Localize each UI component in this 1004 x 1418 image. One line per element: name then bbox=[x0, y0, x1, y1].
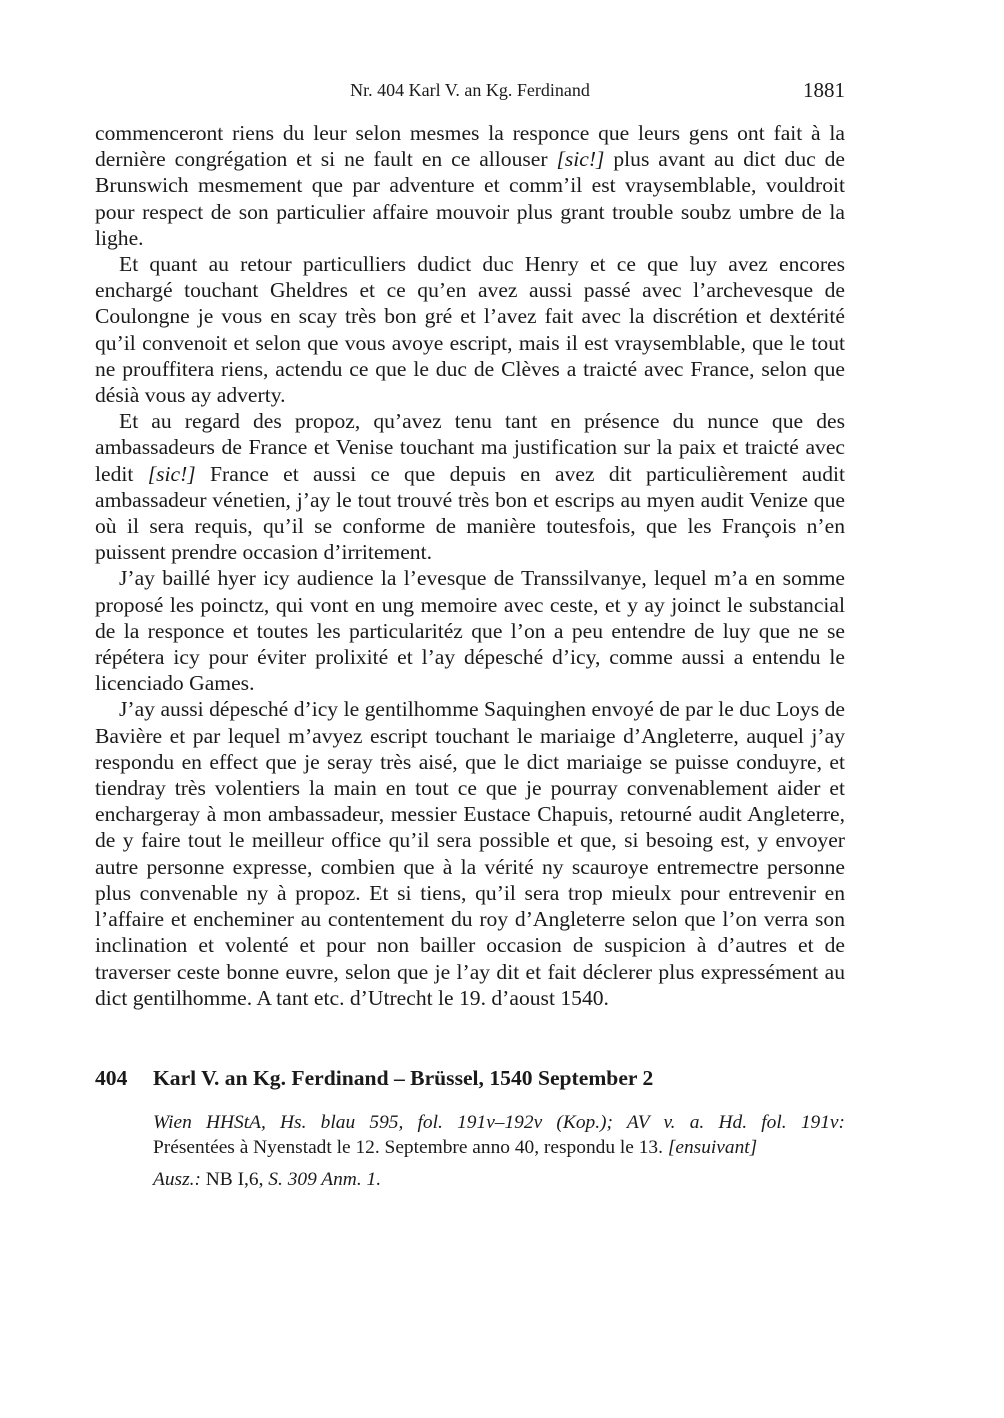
endorsement-note: [ensuivant] bbox=[667, 1136, 758, 1158]
letter-body bbox=[95, 120, 845, 1011]
archive-endorsement bbox=[153, 1135, 845, 1160]
running-head bbox=[95, 76, 845, 106]
endorsement-text: Présentées à Nyenstadt le 12. Septembre anno 40, respondu le 13. bbox=[153, 1136, 663, 1158]
paragraph-text: France et aussi ce que depuis en avez dit particulièrement audit ambassadeur vénetien, j’ay le tout trouvé très bon et escrips au myen audit Venize que où il sera requis, qu’il se conforme de manière toutesfois, que les François n’en puissent prendre occasion d’irritement. bbox=[95, 461, 845, 565]
excerpt-source: NB I,6, bbox=[205, 1168, 264, 1190]
paragraph-text: Et au regard des propoz, qu’avez tenu tant en présence du nunce que des ambassadeurs de France et Venise touchant ma justification sur la paix et traicté avec ledit bbox=[95, 409, 845, 486]
source-note bbox=[153, 1110, 845, 1192]
paragraph bbox=[95, 565, 845, 696]
document-title: Karl V. an Kg. Ferdinand – Brüssel, 1540 September 2 bbox=[153, 1065, 654, 1090]
paragraph-text: J’ay aussi dépesché d’icy le gentilhomme Saquinghen envoyé de par le duc Loys de Bavière et par lequel m’avyez escript touchant le mariaige d’Angleterre, auquel j’ay respondu en effect que je seray très aisé, que le dict mariaige se puisse conduyre, et tiendray très volentiers la main en tout ce que je pourray convenablement aider et enchargeray à mon ambassadeur, messier Eustace Chapuis, retourné audit Angleterre, de y faire tout le meilleur office qu’il sera possible et que, si besoing est, y envoyer autre personne expresse, combien que à la vérité ny scauroye entremectre personne plus convenable ny à propoz. Et si tiens, qu’il sera trop mieulx pour entrevenir en l’affaire et encheminer au contentement du roy d’Angleterre selon que l’on verra son inclination et volenté et pour non bailler occasion de suspicion à d’autres et de traverser ceste bonne euvre, selon que je l’ay dit et fait déclerer plus expressément au dict gentilhomme. A tant etc. d’Utrecht le 19. d’aoust 1540. bbox=[95, 697, 845, 1010]
archive-reference: Wien HHStA, Hs. blau 595, fol. 191v–192v (Kop.); AV v. a. Hd. fol. 191v: bbox=[153, 1111, 845, 1133]
excerpt-label: Ausz.: bbox=[153, 1168, 201, 1190]
document-number: 404 bbox=[95, 1065, 128, 1090]
editorial-note: [sic!] bbox=[147, 461, 196, 486]
paragraph-text: plus avant au dict duc de Brunswich mesmement que par adventure et comm’il est vraysemblable, vouldroit pour respect de son particulier affaire mouvoir plus grant trouble soubz umbre de la lighe. bbox=[95, 147, 845, 250]
editorial-note: [sic!] bbox=[556, 147, 605, 172]
document-heading bbox=[95, 1065, 845, 1091]
paragraph bbox=[95, 696, 845, 1010]
paragraph-text: Et quant au retour particulliers dudict duc Henry et ce que luy avez encores enchargé touchant Gheldres et ce qu’en avez aussi passé avec l’archevesque de Coulongne je vous en scay très bon gré et l’avez fait avec la discrétion et dextérité qu’il convenoit et selon que vous avoye escript, mais il est vraysemblable, que le tout ne prouffitera riens, actendu ce que le duc de Clèves a traicté avec France, selon que désià vous ay adverty. bbox=[95, 252, 845, 408]
excerpt-location: S. 309 Anm. 1. bbox=[268, 1168, 382, 1190]
page bbox=[95, 76, 845, 1192]
paragraph bbox=[95, 120, 845, 251]
paragraph-text: J’ay baillé hyer icy audience la l’evesque de Transsilvanye, lequel m’a en somme proposé les poinctz, qui vont en ung memoire avec ceste, et y ay joinct le substancial de la responce et toutes les particularitéz que l’on a peu entendre de luy que ne se répétera icy pour éviter prolixité et l’ay dépesché d’icy, comme aussi a entendu le licenciado Games. bbox=[95, 566, 845, 696]
paragraph-text: commenceront riens du leur selon mesmes la responce que leurs gens ont fait à la dernière congrégation et si ne fault en ce allouser bbox=[95, 121, 845, 172]
excerpt-reference bbox=[153, 1167, 845, 1192]
running-head-title: Nr. 404 Karl V. an Kg. Ferdinand bbox=[350, 80, 590, 100]
paragraph bbox=[95, 408, 845, 565]
page-number: 1881 bbox=[803, 78, 845, 102]
paragraph bbox=[95, 251, 845, 408]
